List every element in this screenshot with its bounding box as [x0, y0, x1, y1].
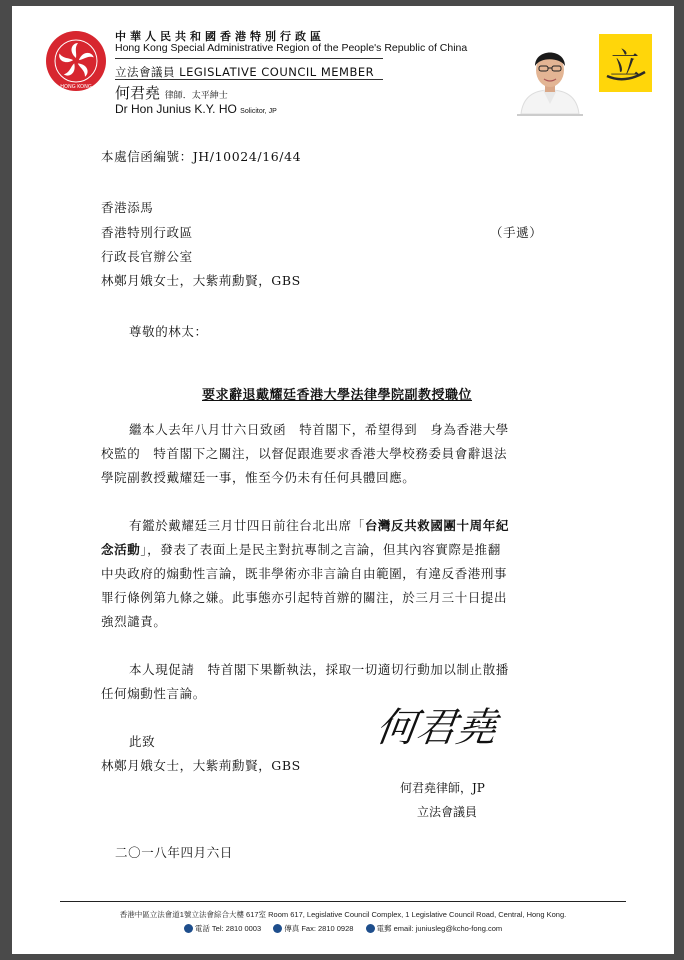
footer-tel	[184, 923, 261, 934]
emblem-text: HONG KONG	[60, 84, 92, 90]
letter-date: 二〇一八年四月六日	[115, 845, 233, 860]
letterhead-divider	[115, 58, 383, 59]
member-portrait	[517, 34, 583, 116]
member-title-zh: 立法會議員	[115, 65, 175, 79]
footer-fax-text: 傳真 Fax: 2810 0928	[284, 924, 354, 933]
footer-fax	[273, 923, 353, 934]
member-name-zh-title: 律師．太平紳士	[164, 91, 228, 101]
letter-subject: 要求辭退戴耀廷香港大學法律學院副教授職位	[202, 388, 473, 403]
para2-text: 有鑑於戴耀廷三月廿四日前往台北出席「	[129, 518, 365, 533]
letter-reference: 本處信函編號：JH/10024/16/44	[101, 149, 302, 164]
member-title	[115, 64, 374, 80]
para2-line: 強烈譴責。	[101, 614, 167, 629]
fax-icon	[273, 924, 282, 933]
para2-line: 罪行條例第九條之嫌。此事態亦引起特首辦的關注，於三月三十日提出	[101, 590, 508, 605]
footer-address: 香港中區立法會道1號立法會綜合大樓 617室 Room 617, Legislative Council Complex, 1 Legislative Council Road, Central, Hong Kong.	[119, 910, 567, 919]
portrait-image-icon	[517, 34, 583, 114]
para2-bold-text: 台灣反共救國團十周年紀	[364, 518, 509, 533]
para2-line: 中央政府的煽動性言論，既非學術亦非言論自由範圍，有違反香港刑事	[101, 566, 508, 581]
para1-line: 繼本人去年八月廿六日致函 特首閣下，希望得到 身為香港大學	[129, 422, 509, 437]
salutation: 尊敬的林太：	[129, 324, 208, 339]
recipient-line: 香港特別行政區	[101, 225, 193, 240]
letterhead-divider	[115, 79, 383, 80]
gov-name-en: Hong Kong Special Administrative Region of the People's Republic of China	[115, 42, 468, 54]
party-logo-icon	[599, 34, 652, 92]
footer-email-text: 電郵 email: juniusleg@kcho-fong.com	[376, 924, 503, 933]
para1-line: 校監的 特首閣下之關注，以督促跟進要求香港大學校務委員會辭退法	[101, 446, 508, 461]
para1-line: 學院副教授戴耀廷一事，惟至今仍未有任何具體回應。	[101, 470, 416, 485]
letter-page	[12, 6, 674, 954]
para2-bold-text: 念活動	[101, 542, 141, 557]
para2-line	[129, 516, 509, 534]
phone-icon	[184, 924, 193, 933]
footer-email	[366, 923, 503, 934]
para2-line	[101, 540, 501, 558]
party-logo	[599, 34, 652, 92]
closing-recipient: 林鄭月娥女士，大紫荊勳賢，GBS	[101, 758, 301, 773]
recipient-line: 香港添馬	[101, 200, 154, 215]
member-name-en-suffix: Solicitor, JP	[240, 108, 277, 115]
handwritten-signature: 何君堯	[373, 705, 500, 751]
footer-tel-text: 電話 Tel: 2810 0003	[194, 924, 262, 933]
footer-divider	[60, 901, 626, 902]
closing: 此致	[129, 734, 156, 749]
by-hand-note: （手遞）	[490, 225, 543, 240]
email-icon	[366, 924, 375, 933]
signer-title: 立法會議員	[417, 805, 478, 819]
member-name-zh	[115, 82, 228, 103]
para2-text: 」，發表了表面上是民主對抗專制之言論，但其內容實際是推翻	[140, 542, 501, 557]
gov-name-zh: 中華人民共和國香港特別行政區	[115, 30, 325, 43]
recipient-line: 林鄭月娥女士，大紫荊勳賢，GBS	[101, 273, 301, 288]
para3-line: 任何煽動性言論。	[101, 686, 206, 701]
member-name-en	[115, 102, 277, 116]
member-name-zh-text: 何君堯	[115, 84, 161, 102]
signer-name: 何君堯律師，JP	[400, 781, 485, 795]
para3-line: 本人現促請 特首閣下果斷執法，採取一切適切行動加以制止散播	[129, 662, 509, 677]
hksar-emblem-icon	[45, 30, 107, 92]
recipient-line: 行政長官辦公室	[101, 249, 193, 264]
footer-contacts	[12, 923, 674, 934]
member-name-en-text: Dr Hon Junius K.Y. HO	[115, 102, 237, 116]
member-title-en: LEGISLATIVE COUNCIL MEMBER	[179, 65, 375, 79]
party-logo-text: 立	[610, 47, 640, 82]
